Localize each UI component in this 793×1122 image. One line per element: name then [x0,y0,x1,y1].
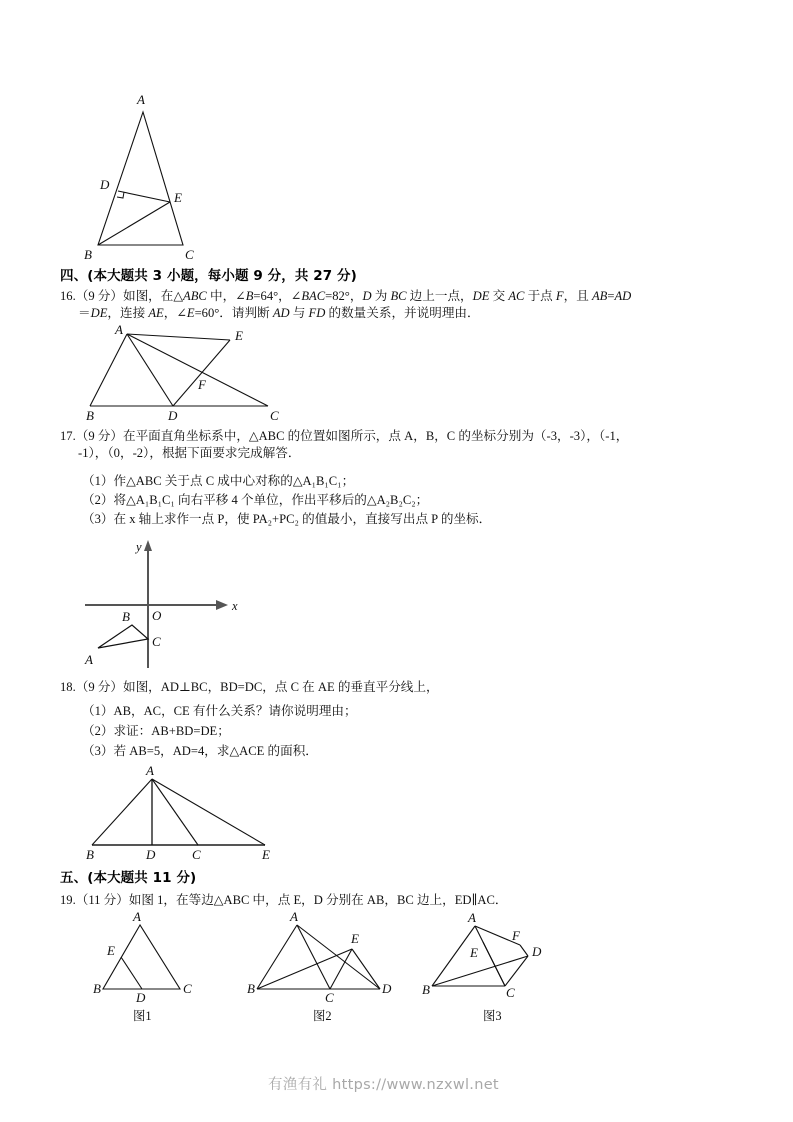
q16-text-e: =64°，∠ [253,289,302,303]
fig2-label-E: E [351,931,359,946]
question-18-diagram [80,762,310,862]
question-16-line-2 [78,305,480,322]
question-19-figure-2 [245,909,400,1005]
q17-label-B: B [122,609,130,624]
q16-label-D: D [168,408,178,423]
section-5-heading: 五、(本大题共 11 分) [60,870,197,886]
figure-3-caption: 图3 [483,1009,502,1023]
question-17-coordinate-diagram [80,538,260,673]
q16-text-c: 中，∠ [206,289,246,303]
q16-label-F: F [198,377,206,392]
vertex-label-C: C [185,247,194,262]
fig3-label-F: F [512,928,520,943]
q16-text-i: 为 [371,289,391,303]
vertex-label-E: E [174,190,182,205]
q18-label-E: E [262,847,270,862]
question-17-item-2: （2）将△A₁B₁C₁ 向右平移 4 个单位，作出平移后的△A₂B₂C₂； [82,493,429,507]
q16-seg-ad: AD [614,289,632,303]
q16-text-q: ，且 [563,289,592,303]
q16-l2-de: DE [90,306,108,320]
q16-text-k: 边上一点， [406,289,473,303]
q18-label-B: B [86,847,94,862]
q16-text-m: 交 [489,289,509,303]
fig3-label-C: C [506,985,515,1000]
vertex-label-D: D [100,177,110,192]
fig2-label-C: C [325,990,334,1005]
question-18-item-3: （3）若 AB=5，AD=4，求△ACE 的面积． [82,744,318,758]
q16-l2-ae: AE [148,306,164,320]
q16-l2-fd: FD [308,306,326,320]
watermark-text: 有渔有礼 https://www.nzxwl.net [268,1077,499,1093]
q17-label-A: A [85,652,93,667]
fig3-label-E: E [470,945,478,960]
question-19-line-1: 19.（11 分）如图 1，在等边△ABC 中，点 E，D 分别在 AB，BC 边上，ED∥AC． [60,893,508,907]
q16-l2-angE: E [186,306,195,320]
fig3-label-D: D [532,944,542,959]
question-18-item-1: （1）AB，AC，CE 有什么关系？请你说明理由； [82,704,357,718]
q16-l2-c: ，连接 [107,306,149,320]
origin-label-O: O [152,608,162,623]
fig3-label-B: B [422,982,430,997]
q16-l2-a: ＝ [78,306,91,320]
q18-label-A: A [146,763,154,778]
axis-label-y: y [136,540,142,554]
q16-pt-f: F [555,289,564,303]
axis-label-x: x [232,599,238,613]
q16-l2-k: 的数量关系，并说明理由． [325,306,480,320]
question-18-line-1: 18.（9 分）如图，AD⊥BC，BD=DC，点 C 在 AE 的垂直平分线上， [60,680,439,694]
q16-tri-abc: ABC [183,289,207,303]
section-4-heading: 四、(本大题共 3 小题，每小题 9 分，共 27 分) [60,268,357,284]
q16-text-a: 16.（9 分）如图，在△ [60,289,184,303]
fig3-label-A: A [468,910,476,925]
fig1-label-E: E [107,943,115,958]
question-17-line-2: -1），（0，-2），根据下面要求完成解答． [78,446,301,460]
q16-text-o: 于点 [524,289,556,303]
question-17-item-1: （1）作△ABC 关于点 C 成中心对称的△A₁B₁C₁； [82,474,355,488]
question-19-figure-3 [420,912,570,1002]
q16-l2-i: 与 [289,306,309,320]
figure-1-caption: 图1 [133,1009,152,1023]
q16-l2-ad: AD [272,306,290,320]
question-19-figure-1 [85,909,235,1005]
q16-l2-e: ，∠ [163,306,187,320]
fig1-label-C: C [183,981,192,996]
q16-label-B: B [86,408,94,423]
figure-2-caption: 图2 [313,1009,332,1023]
q16-l2-g: =60°．请判断 [194,306,273,320]
q16-seg-de: DE [472,289,490,303]
q16-label-C: C [270,408,279,423]
q16-angle-bac: BAC [301,289,326,303]
q16-label-E: E [235,328,243,343]
question-17-line-1: 17.（9 分）在平面直角坐标系中，△ABC 的位置如图所示，点 A，B，C 的坐标分别为（-3，-3），（-1， [60,429,629,443]
fig2-label-A: A [290,909,298,924]
top-figure-diagram [70,90,270,265]
fig1-label-A: A [133,909,141,924]
q16-seg-ac: AC [508,289,525,303]
question-18-item-2: （2）求证：AB+BD=DE； [82,724,230,738]
question-16-diagram [80,322,330,422]
q16-pt-d: D [362,289,372,303]
question-16-line-1 [60,288,631,305]
vertex-label-A: A [137,92,145,107]
fig2-label-B: B [247,981,255,996]
q16-angle-b: B [245,289,254,303]
fig1-label-B: B [93,981,101,996]
q16-label-A: A [115,322,123,337]
vertex-label-B: B [84,247,92,262]
q16-text-g: =82°， [325,289,363,303]
fig1-label-D: D [136,990,146,1005]
fig2-label-D: D [382,981,392,996]
q16-seg-ab: AB [591,289,608,303]
q17-label-C: C [152,634,161,649]
q16-seg-bc: BC [390,289,407,303]
q18-label-D: D [146,847,156,862]
q18-label-C: C [192,847,201,862]
question-17-item-3: （3）在 x 轴上求作一点 P，使 PA₂+PC₂ 的值最小，直接写出点 P 的坐标． [82,512,492,526]
q16-eq-1: = [607,289,615,303]
